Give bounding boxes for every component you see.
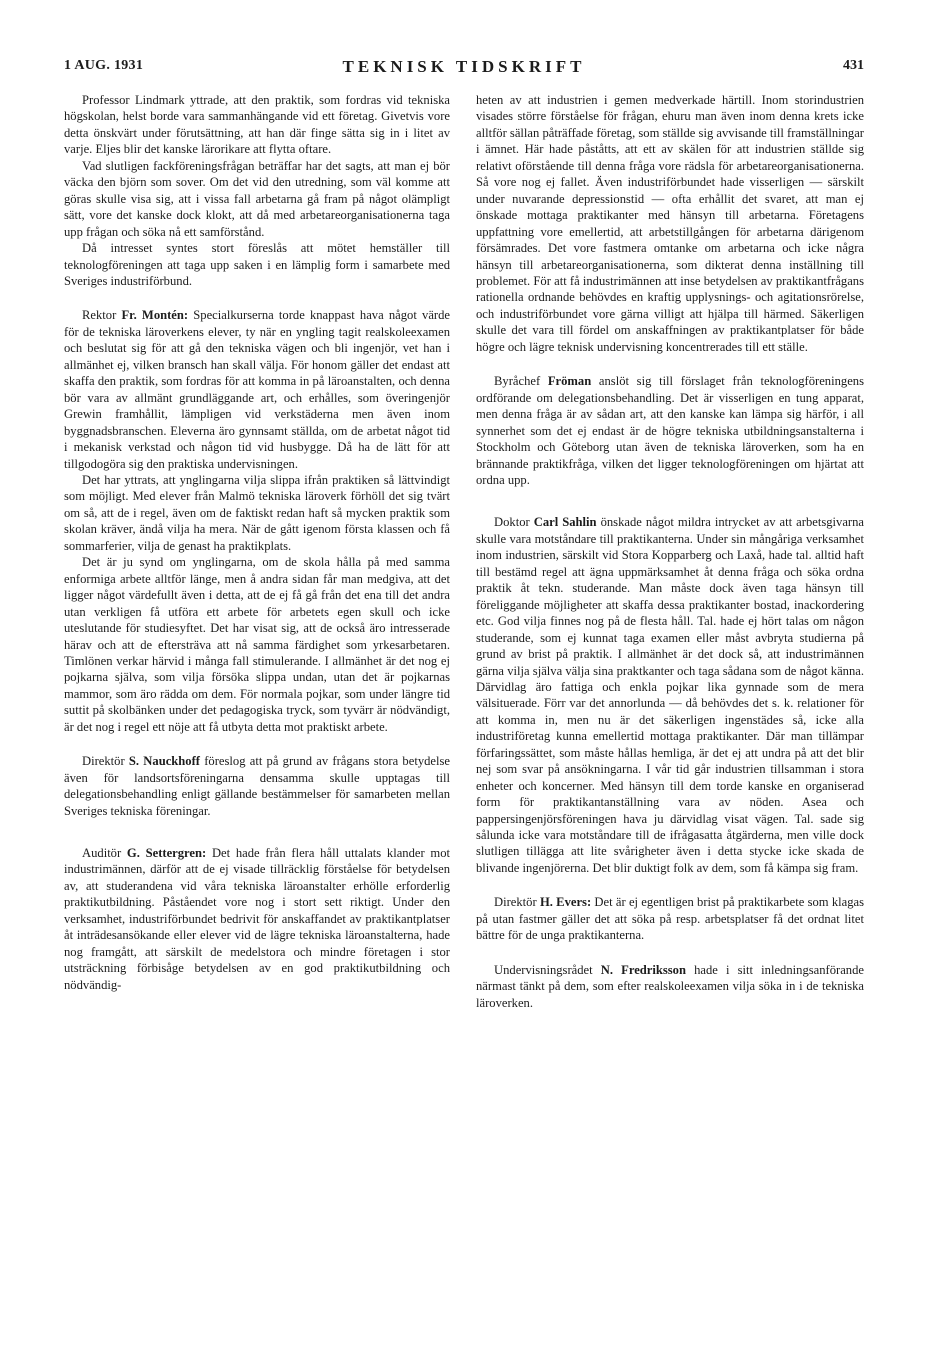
speaker-name: Carl Sahlin (533, 515, 597, 530)
paragraph: Auditör G. Settergren: Det hade från flera håll uttalats klander mot industrimännen, därför att de ej visade tillräcklig förståelse för betydelsen av, att studerandena vid våra tekniska läroanstalter erhölle erforderlig praktikutbildning. Påståendet vore nog i stort sett riktigt. Under den verksamhet, industriförbundet bedrivit för anskaffandet av praktikantplatser åt inträdesansökande eller elever vid de lägre tekniska läroanstalterna, hade nog framgått, att särskilt de medelstora och mindre företagen i stor utsträckning förbisåge betydelsen av en god praktikutbildning och nödvändig- (64, 846, 451, 992)
journal-title: TEKNISK TIDSKRIFT (342, 57, 586, 76)
paragraph: Det är ju synd om ynglingarna, om de skola hålla på med samma enformiga arbete alltför länge, men å andra sidan får man medgiva, att det ligger något värdefullt även i detta, att de ej få gå från det ena till det andra utan verkligen få utföra ett arbete för arbetets egen skull och icke uteslutande för studiesyftet. Det har visat sig, att de också äro intresserade härav och att de eftersträva att nå samma färdighet som yrkesarbetaren. Timlönen verkar härvid i många fall stimulerande. I allmänhet är det nog ej pojkarna själva, som vilja försöka slippa undan, utan det är pojkarnas mammor, som äro rädda om dem. För normala pojkar, som under längre tid suttit på skolbänken under det pedagogiska tryck, som tyvärr är nödvändigt, är det nog i regel ett nöje att få utbyta detta mot praktiskt arbete. (64, 555, 450, 734)
speaker-name: G. Settergren: (126, 846, 207, 861)
speaker-name: N. Fredriksson (600, 962, 686, 977)
paragraph: Byråchef Fröman anslöt sig till förslaget från teknologföreningens ordförande om delegationsbehandling. Det är visserligen en tung apparat, men denna fråga är av sådan art, att den kanske kan lämpa sig härför, i all synnerhet som det ej endast är de högre tekniska utbildningsanstalterna i Stockholm och Göteborg utan även de tekniska läroverken, som ha en brännande praktikfråga, vilken det ligger teknologföreningen om hjärtat att ordna upp. (476, 374, 864, 487)
page-header (64, 58, 864, 82)
paragraph: Rektor Fr. Montén: Specialkurserna torde knappast hava något värde för de tekniska läroverkens elever, ty när en yngling tagit realskoleexamen och beslutat sig för att gå den tekniska vägen och bli ingenjör, vet han i allmänhet ej, vilken bransch han skall välja. För honom gäller det endast att skaffa den praktik, som fordras för att komma in på läroanstalten, och denna bör vara av allmänt grundläggande art, och erhålles, som överingenjör Grewin framhållit, lämpligen vid verkstäderna men även inom byggnadsbranschen. Eleverna äro gynnsamt ställda, om de arbetat något tid i mekanisk verkstad och någon tid vid husbygge. Då ha de lätt för att tillgodogöra sig den praktiska undervisningen. (64, 308, 450, 471)
paragraph: Professor Lindmark yttrade, att den praktik, som fordras vid tekniska högskolan, helst borde vara sammanhängande vid ett företag. Givetvis vore detta önskvärt under förutsättning, att han där finge sätta sig in i litet av varje. Eljes blir det kanske lärorikare att flytta oftare. (64, 93, 450, 157)
page-number: 431 (843, 58, 864, 73)
paragraph: Det har yttrats, att ynglingarna vilja slippa ifrån praktiken så lättvindigt som möjligt. Med elever från Malmö tekniska läroverk förhöll det sig tvärt om så, att de i regel, även om de faktiskt redan haft så mycken praktik som skolan kräver, ändå vilja ha mera. När de gått igenom första klassen och få sommarferier, vilja de genast ha praktikplats. (64, 472, 450, 553)
paragraph: heten av att industrien i gemen medverkade härtill. Inom storindustrien visades större förståelse för frågan, ehuru man även inom denna krets icke alltför sällan påträffade företag, som ställde sig avvisande till framställningar i ämnet. Här hade påståtts, att ett av skälen för att industrien ställde sig relativt oförstående till denna fråga vore rädsla för arbetareorganisationerna. Så vore nog ej fallet. Även industriförbundet hade visserligen — särskilt under nuvarande depressionstid — ofta erhållit det svaret, att man ej önskade mottaga praktikanter med hänsyn till arbetarna. Företagens uppfattning vore emellertid, att arbetstillgången för arbetarna därigenom försämrades. Det vore fastmera omtanke om arbetarna och icke några hänsyn till arbetareorganisationerna, som dikterat denna inställning till problemet. För att få industrimännen att inse betydelsen av praktikantfrågans rationella ordnande behövdes en kraftig upplysnings- och agitationsrörelse, och industriförbundet vore gärna villigt att hjälpa till härmed. Säkerligen skulle det vara till fördel om anskaffningen av praktikantplatser för både högre och lägre teknisk undervisning koncentrerades till ett ställe. (476, 93, 864, 354)
paragraph: Vad slutligen fackföreningsfrågan beträffar har det sagts, att man ej bör väcka den björn som sover. Om det vid den utredning, som väl komme att göras skulle visa sig, att i vissa fall arbetarna gå fram på något olämpligt sätt, vore det kanske dock klokt, att då med arbetareorganisationerna taga upp frågan och söka nå ett samförstånd. (64, 158, 450, 239)
issue-date: 1 AUG. 1931 (64, 58, 144, 73)
speaker-name: Fröman (547, 374, 592, 389)
paragraph: Direktör S. Nauckhoff föreslog att på grund av frågans stora betydelse även för landsortsföreningarna densamma skulle upptagas till delegationsbehandling enligt gällande bestämmelser för samarbeten mellan Sveriges tekniska föreningar. (64, 754, 450, 818)
paragraph: Undervisningsrådet N. Fredriksson hade i sitt inledningsanförande närmast tänkt på dem, som efter realskoleexamen vilja söka in i de tekniska läroverken. (476, 962, 864, 1010)
paragraph: Direktör H. Evers: Det är ej egentligen brist på praktikarbete som klagas på utan fastmer gäller det att söka på resp. arbetsplatser få det ordnat litet bättre för de unga praktikanterna. (476, 895, 865, 943)
right-column (476, 92, 864, 1011)
left-column (64, 92, 450, 993)
paragraph: Doktor Carl Sahlin önskade något mildra intrycket av att arbetsgivarna skulle vara motståndare till praktikanterna. Under sin mångåriga verksamhet inom industrien, särskilt vid Stora Kopparberg och Laxå, hade tal. alltid haft till bestämd regel att ägna uppmärksamhet åt denna fråga och söka ordna praktik åt tekn. studerande. Man måste dock även taga hänsyn till föreliggande möjligheter att skaffa dessa praktikanter bostad, inackordering etc. God vilja finnes nog på de flesta håll. Tal. hade ej hört talas om någon studerande, som ej kunnat taga examen eller måst avbryta studierna på grund av brist på praktik. I allmänhet är det dock så, att industrimännen gärna vilja själva välja sina praktkanter och taga sådana som de något känna. Därvidlag äro fattiga och enkla pojkar lika gynnade som de mera välsituerade. Förr var det annorlunda — då behövdes det s. k. relationer för att komma in, men nu är det säkerligen ingenstädes så, icke alla industriföretag kunna emellertid mottaga praktikanter. Där man tillämpar förfaringssättet, som måste hållas hemliga, är det ej att undra på att det blir nej som svar på ansökningarna. I vår tid går industrien tillsamman i stora enheter och koncerner. Med hänsyn till dem torde kanske en organiserad form för praktikantanställning vara av nöden. Asea och pappersingenjörsföreningen hava ju därvidlag visat vägen. Tal. sade sig sålunda icke vara motståndare till de ifrågasatta åtgärderna, men ville dock slutligen tillägga att lite svårigheter även i detta stycke icke skada de blivande ingenjörerna. Det blir duktigt folk av dem, som få kämpa sig fram. (476, 515, 864, 875)
speaker-name: Fr. Montén: (121, 308, 189, 323)
paragraph: Då intresset syntes stort föreslås att mötet hemställer till teknologföreningen att taga upp saken i en lämplig form i samarbete med Sveriges industriförbund. (64, 241, 450, 288)
speaker-name: S. Nauckhoff (128, 754, 200, 769)
speaker-name: H. Evers: (539, 895, 592, 910)
